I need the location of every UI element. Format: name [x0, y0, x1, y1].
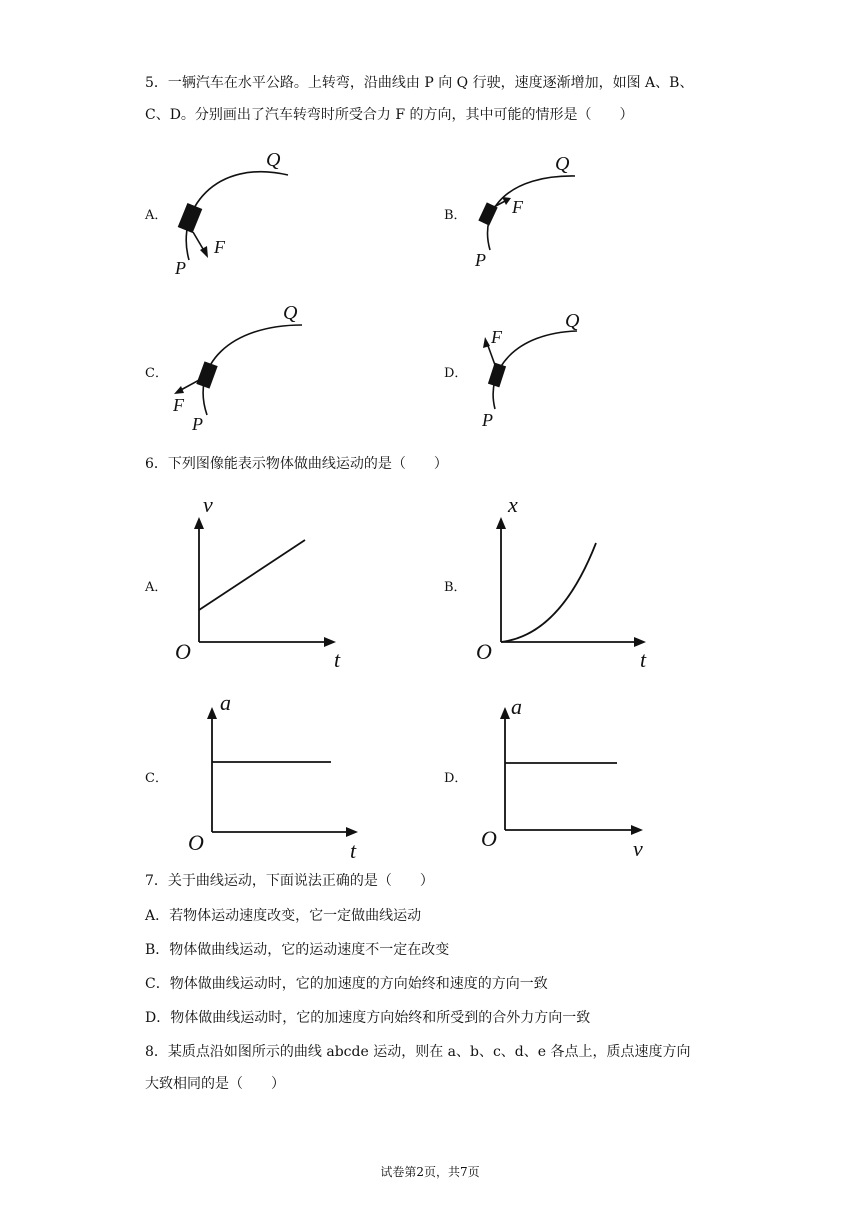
q5c-end-label: Q — [283, 302, 298, 324]
q7-option-c: C．物体做曲线运动时，它的加速度的方向始终和速度的方向一致 — [145, 976, 548, 992]
q5b-end-label: Q — [555, 153, 570, 175]
page-footer: 试卷第2页，共7页 — [380, 1165, 480, 1179]
q6-stem: 6．下列图像能表示物体做曲线运动的是（ ） — [145, 456, 448, 472]
q8-stem-line2: 大致相同的是（ ） — [145, 1076, 285, 1092]
q5-figure-b — [470, 150, 600, 275]
q6a-x-axis-label: t — [334, 647, 341, 672]
q5c-force-label: F — [173, 395, 184, 415]
q5-figure-c — [165, 295, 315, 435]
q5d-end-label: Q — [565, 310, 580, 332]
q6b-y-axis-label: x — [508, 492, 518, 517]
q5-option-d-label: D． — [444, 366, 468, 381]
q5d-force-label: F — [491, 327, 502, 347]
q6-graph-c — [180, 690, 365, 865]
q6a-y-axis-label: v — [203, 492, 213, 517]
q7-option-b: B．物体做曲线运动，它的运动速度不一定在改变 — [145, 942, 450, 958]
q5-figure-a — [165, 140, 305, 280]
q6d-origin-label: O — [481, 826, 497, 851]
q7-option-d: D．物体做曲线运动时，它的加速度方向始终和所受到的合外力方向一致 — [145, 1010, 591, 1026]
q6-option-b-label: B． — [444, 580, 467, 595]
q6-option-d-label: D． — [444, 771, 468, 786]
q6b-x-axis-label: t — [640, 647, 647, 672]
q6c-y-axis-label: a — [220, 690, 231, 715]
q6c-x-axis-label: t — [350, 838, 357, 863]
q6d-x-axis-label: v — [633, 836, 643, 861]
q5a-force-label: F — [214, 237, 225, 257]
q5c-start-label: P — [192, 414, 203, 434]
q6c-origin-label: O — [188, 830, 204, 855]
q5a-end-label: Q — [266, 149, 281, 171]
q8-stem-line1: 8．某质点沿如图所示的曲线 abcde 运动，则在 a、b、c、d、e 各点上，质点速度方向 — [145, 1044, 691, 1060]
q5-option-a-label: A． — [145, 208, 168, 223]
q5-stem-line1: 5．一辆汽车在水平公路。上转弯，沿曲线由 P 向 Q 行驶，速度逐渐增加，如图 A、B、 — [145, 75, 694, 91]
q5-stem-line2: C、D。分别画出了汽车转弯时所受合力 F 的方向，其中可能的情形是（ ） — [145, 107, 634, 123]
q5d-start-label: P — [482, 410, 493, 430]
q5-option-b-label: B． — [444, 208, 467, 223]
q5b-start-label: P — [475, 250, 486, 270]
q6-option-c-label: C． — [145, 771, 168, 786]
q6a-origin-label: O — [175, 639, 191, 664]
q5-figure-d — [475, 305, 605, 430]
q5a-start-label: P — [175, 258, 186, 278]
q7-option-a: A．若物体运动速度改变，它一定做曲线运动 — [145, 908, 422, 924]
q5b-force-label: F — [512, 197, 523, 217]
q6-option-a-label: A． — [145, 580, 168, 595]
q6-graph-d — [475, 690, 655, 865]
q6b-origin-label: O — [476, 639, 492, 664]
q6-graph-b — [470, 492, 660, 675]
q5-option-c-label: C． — [145, 366, 168, 381]
q6d-y-axis-label: a — [511, 694, 522, 719]
q7-stem: 7．关于曲线运动，下面说法正确的是（ ） — [145, 873, 434, 889]
q6-graph-a — [170, 492, 350, 675]
